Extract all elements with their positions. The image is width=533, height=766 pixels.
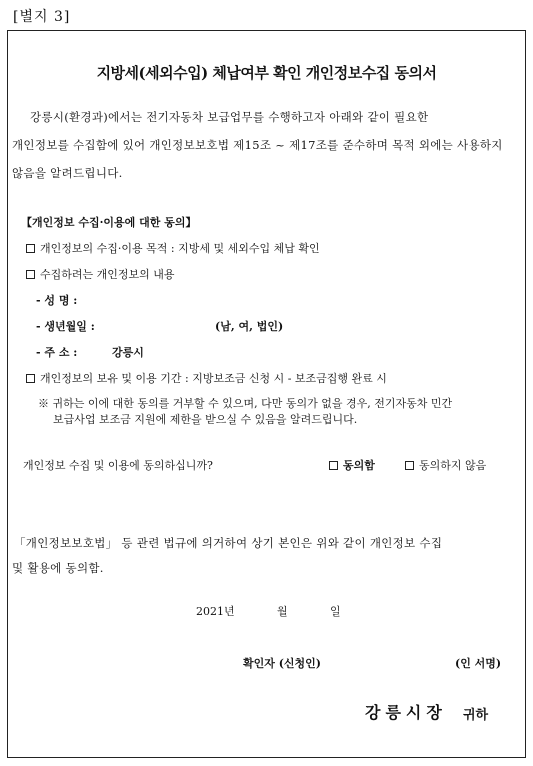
retention-item [26,370,387,386]
purpose-text: 개인정보의 수집·이용 목적 : 지방세 및 세외수입 체납 확인 [40,242,320,255]
consent-question: 개인정보 수집 및 이용에 동의하십니까? [23,459,213,472]
disagree-option[interactable] [405,457,486,473]
signer-label: 확인자 (신청인) [243,657,321,670]
date-day: 일 [330,605,341,618]
retention-checkbox[interactable] [26,374,35,383]
notice-line-1: ※ 귀하는 이에 대한 동의를 거부할 수 있으며, 다만 동의가 없을 경우, 전기자동차 민간 [38,397,453,410]
gender-options: (남, 여, 법인) [215,320,284,333]
attachment-label: [별지 3] [13,9,71,25]
recipient-suffix: 귀하 [463,708,489,723]
retention-text: 개인정보의 보유 및 이용 기간 : 지방보조금 신청 시 - 보조금집행 완료 시 [40,372,387,385]
contents-checkbox[interactable] [26,270,35,279]
name-label: - 성 명 : [36,294,78,307]
form-title: 지방세(세외수입) 체납여부 확인 개인정보수집 동의서 [96,64,437,82]
date-year: 2021년 [196,605,235,618]
agree-checkbox[interactable] [329,461,338,470]
purpose-item [26,240,320,256]
purpose-checkbox[interactable] [26,244,35,253]
date-month: 월 [277,605,288,618]
law-line-2: 및 활용에 동의함. [12,561,104,575]
disagree-label: 동의하지 않음 [419,459,487,472]
contents-item [26,266,175,282]
notice-line-2: 보급사업 보조금 지원에 제한을 받으실 수 있음을 알려드립니다. [53,413,358,426]
intro-line-1: 강릉시(환경과)에서는 전기자동차 보급업무를 수행하고자 아래와 같이 필요한 [30,110,429,124]
law-line-1: 「개인정보보호법」 등 관련 법규에 의거하여 상기 본인은 위와 같이 개인정보 수집 [14,536,443,550]
consent-form [7,30,526,758]
intro-line-2: 개인정보를 수집함에 있어 개인정보보호법 제15조 ~ 제17조를 준수하며 목적 외에는 사용하지 [12,138,503,152]
section-heading: 【개인정보 수집·이용에 대한 동의】 [21,216,197,229]
disagree-checkbox[interactable] [405,461,414,470]
dob-label: - 생년월일 : [36,320,95,333]
agree-option[interactable] [329,457,375,473]
agree-label: 동의함 [343,459,375,472]
recipient-city: 강릉시장 [365,703,447,722]
seal-label: (인 서명) [455,657,502,670]
address-value: 강릉시 [112,346,144,359]
address-label: - 주 소 : [36,346,78,359]
intro-line-3: 않음을 알려드립니다. [12,166,123,180]
contents-text: 수집하려는 개인정보의 내용 [40,268,175,281]
